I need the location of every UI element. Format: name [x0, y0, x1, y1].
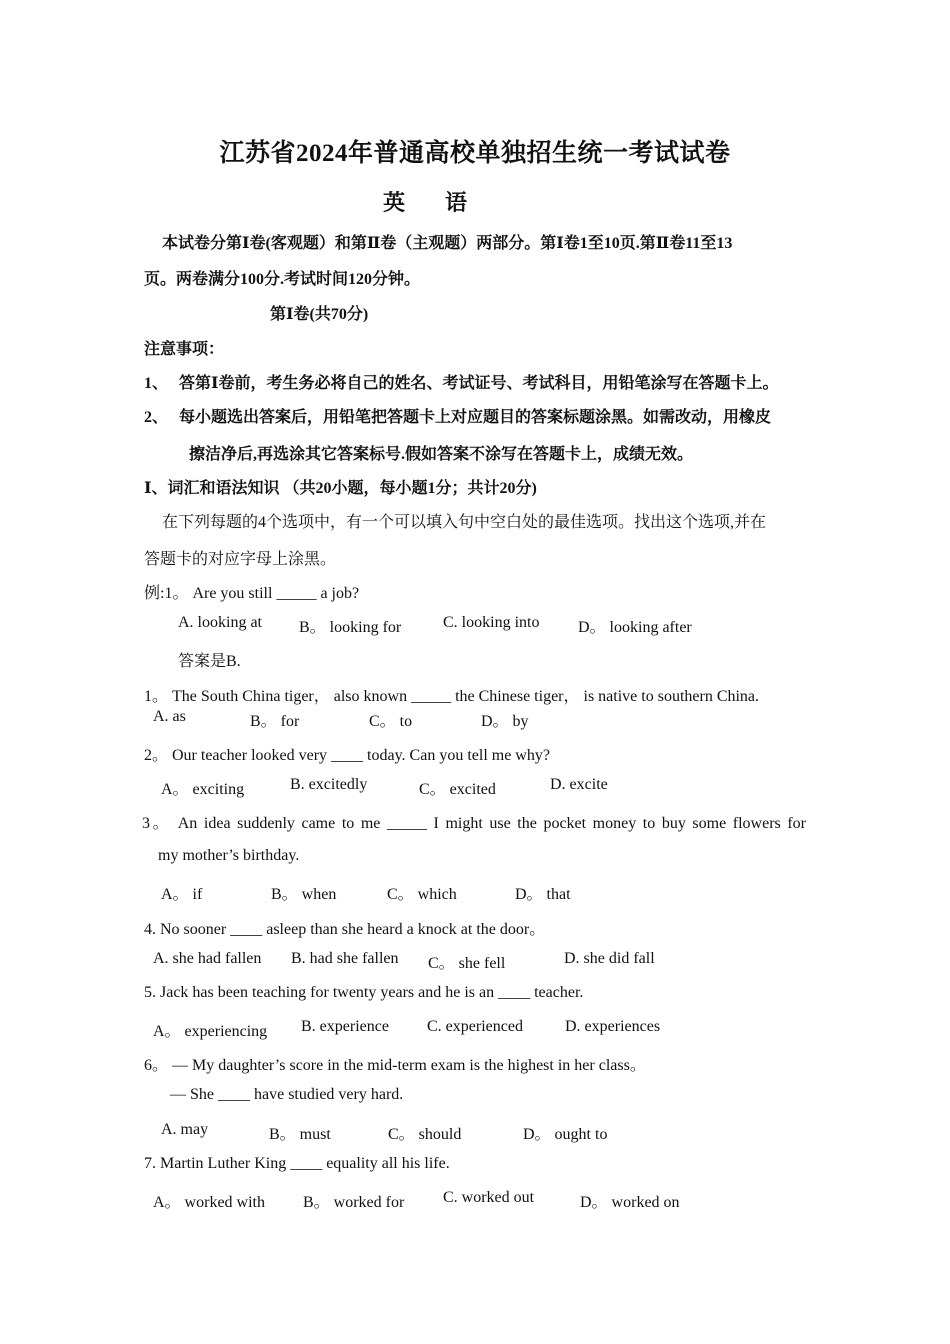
part-title: 第Ⅰ卷(共70分): [270, 306, 369, 323]
question-4-option-c: C。 she fell: [428, 955, 506, 972]
question-2-option-c: C。 excited: [419, 781, 496, 798]
example-option-a: A. looking at: [178, 614, 262, 631]
question-7-stem: 7. Martin Luther King ____ equality all his life.: [144, 1155, 450, 1172]
example-option-b: B。 looking for: [299, 619, 402, 636]
question-3-stem: 3。 An idea suddenly came to me _____ I might use the pocket money to buy some flowers for: [142, 815, 806, 832]
section-1-instructions-cont: 答题卡的对应字母上涂黑。: [144, 551, 337, 568]
question-3-stem-cont: my mother’s birthday.: [158, 847, 300, 864]
note-2-number: 2、: [144, 409, 169, 426]
question-5-stem: 5. Jack has been teaching for twenty years and he is an ____ teacher.: [144, 984, 584, 1001]
question-6-option-d: D。 ought to: [523, 1126, 608, 1143]
example-option-d: D。 looking after: [578, 619, 692, 636]
intro-line-1: 本试卷分第Ⅰ卷(客观题）和第Ⅱ卷（主观题）两部分。第Ⅰ卷1至10页.第Ⅱ卷11至13: [162, 235, 733, 252]
section-1-instructions: 在下列每题的4个选项中，有一个可以填入句中空白处的最佳选项。找出这个选项,并在: [162, 514, 767, 531]
question-2-option-d: D. excite: [550, 776, 608, 793]
question-5-option-d: D. experiences: [565, 1018, 661, 1035]
note-1-number: 1、: [144, 375, 169, 392]
question-3-option-a: A。 if: [161, 886, 203, 903]
example-answer: 答案是B.: [178, 653, 241, 670]
question-4-option-b: B. had she fallen: [291, 950, 399, 967]
question-7-option-d: D。 worked on: [580, 1194, 680, 1211]
question-2-option-b: B. excitedly: [290, 776, 368, 793]
question-6-option-c: C。 should: [388, 1126, 462, 1143]
question-7-option-b: B。 worked for: [303, 1194, 405, 1211]
section-1-heading: Ⅰ、词汇和语法知识 （共20小题，每小题1分；共计20分): [144, 480, 537, 497]
question-4-stem: 4. No sooner ____ asleep than she heard a knock at the door。: [144, 921, 546, 938]
example-stem: 例:1。 Are you still _____ a job?: [144, 585, 360, 602]
question-7-option-c: C. worked out: [443, 1189, 535, 1206]
question-3-option-d: D。 that: [515, 886, 571, 903]
question-7-option-a: A。 worked with: [153, 1194, 265, 1211]
question-2-stem: 2。 Our teacher looked very ____ today. Can you tell me why?: [144, 747, 550, 764]
question-1-option-d: D。 by: [481, 713, 529, 730]
question-6-option-b: B。 must: [269, 1126, 331, 1143]
note-2-text: 每小题选出答案后，用铅笔把答题卡上对应题目的答案标题涂黑。如需改动，用橡皮: [179, 409, 772, 426]
question-6-stem: 6。 — My daughter’s score in the mid-term exam is the highest in her class。: [144, 1057, 646, 1074]
note-2-continuation: 擦洁净后,再选涂其它答案标号.假如答案不涂写在答题卡上，成绩无效。: [189, 446, 694, 463]
question-6-option-a: A. may: [161, 1121, 209, 1138]
subject-title: 英语: [383, 190, 508, 215]
exam-title: 江苏省2024年普通高校单独招生统一考试试卷: [219, 140, 731, 167]
question-4-option-a: A. she had fallen: [153, 950, 262, 967]
note-1-text: 答第Ⅰ卷前，考生务必将自己的姓名、考试证号、考试科目，用铅笔涂写在答题卡上。: [179, 375, 779, 392]
question-3-option-c: C。 which: [387, 886, 457, 903]
question-1-option-c: C。 to: [369, 713, 413, 730]
question-5-option-b: B. experience: [301, 1018, 389, 1035]
question-1-option-a: A. as: [153, 708, 186, 725]
question-3-option-b: B。 when: [271, 886, 337, 903]
question-1-option-b: B。 for: [250, 713, 300, 730]
question-4-option-d: D. she did fall: [564, 950, 655, 967]
question-1-stem: 1。 The South China tiger， also known _____ the Chinese tiger， is native to southern China.: [144, 688, 760, 705]
question-2-option-a: A。 exciting: [161, 781, 245, 798]
intro-line-2: 页。两卷满分100分.考试时间120分钟。: [144, 271, 421, 288]
question-6-stem-cont: — She ____ have studied very hard.: [170, 1086, 404, 1103]
question-5-option-a: A。 experiencing: [153, 1023, 268, 1040]
example-option-c: C. looking into: [443, 614, 540, 631]
notes-heading: 注意事项：: [144, 341, 225, 358]
question-5-option-c: C. experienced: [427, 1018, 523, 1035]
